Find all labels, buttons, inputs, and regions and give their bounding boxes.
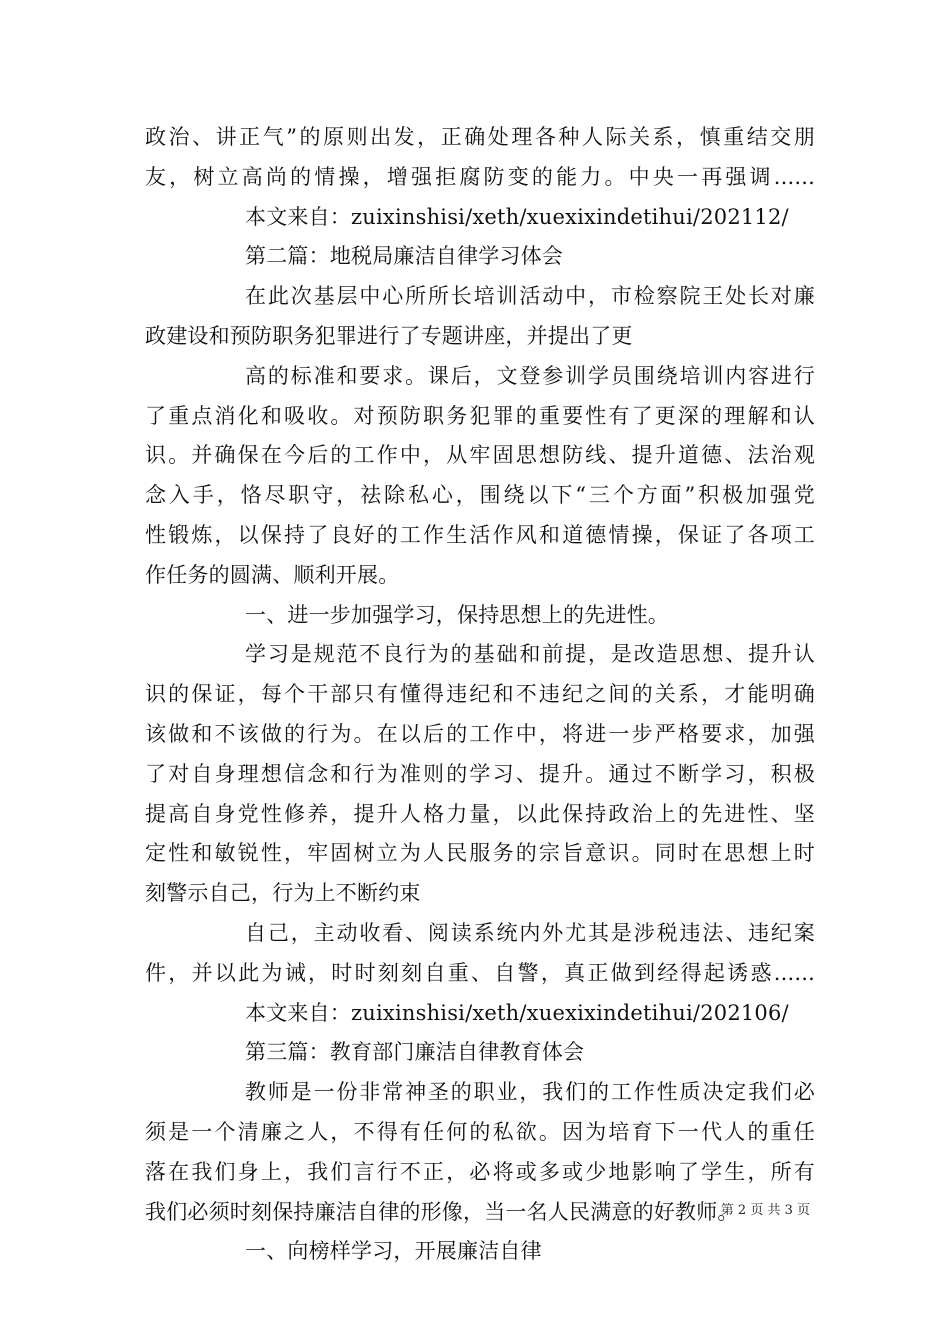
text-line: 了重点消化和吸收。对预防职务犯罪的重要性有了更深的理解和认 xyxy=(145,403,815,428)
text-line: 定性和敏锐性，牢固树立为人民服务的宗旨意识。同时在思想上时 xyxy=(145,841,815,866)
text-line: 一、进一步加强学习，保持思想上的先进性。 xyxy=(245,602,669,627)
text-line: 一、向榜样学习，开展廉洁自律 xyxy=(245,1239,542,1264)
text-line: 念入手，恪尽职守，祛除私心，围绕以下“三个方面”积极加强党 xyxy=(145,483,815,508)
text-line: 性锻炼，以保持了良好的工作生活作风和道德情操，保证了各项工 xyxy=(145,522,815,547)
text-line: 友，树立高尚的情操，增强拒腐防变的能力。中央一再强调...... xyxy=(145,164,815,189)
text-line: 政建设和预防职务犯罪进行了专题讲座，并提出了更 xyxy=(145,323,633,348)
text-line: 第三篇：教育部门廉洁自律教育体会 xyxy=(245,1040,585,1065)
document-body xyxy=(145,118,815,1272)
text-line: 件，并以此为诫，时时刻刻自重、自警，真正做到经得起诱惑...... xyxy=(145,960,815,985)
text-line: 本文来自：zuixinshisi/xeth/xuexixindetihui/202106/ xyxy=(245,1000,789,1025)
text-line: 在此次基层中心所所长培训活动中，市检察院王处长对廉 xyxy=(245,284,815,309)
text-line: 政治、讲正气”的原则出发，正确处理各种人际关系，慎重结交朋 xyxy=(145,125,815,149)
text-line: 学习是规范不良行为的基础和前提，是改造思想、提升认 xyxy=(245,642,815,667)
text-line: 本文来自：zuixinshisi/xeth/xuexixindetihui/202112/ xyxy=(245,204,789,229)
text-line: 高的标准和要求。课后，文登参训学员围绕培训内容进行 xyxy=(245,363,815,388)
text-line: 我们必须时刻保持廉洁自律的形像，当一名人民满意的好教师。 xyxy=(145,1199,739,1224)
text-line: 该做和不该做的行为。在以后的工作中，将进一步严格要求，加强 xyxy=(145,721,815,746)
text-line: 刻警示自己，行为上不断约束 xyxy=(145,881,421,906)
text-line: 第二篇：地税局廉洁自律学习体会 xyxy=(245,244,563,269)
text-line: 教师是一份非常神圣的职业，我们的工作性质决定我们必 xyxy=(245,1080,815,1105)
text-line: 自己，主动收看、阅读系统内外尤其是涉税违法、违纪案 xyxy=(245,920,815,945)
text-line: 识。并确保在今后的工作中，从牢固思想防线、提升道德、法治观 xyxy=(145,443,815,468)
text-line: 识的保证，每个干部只有懂得违纪和不违纪之间的关系，才能明确 xyxy=(145,682,815,707)
text-line: 提高自身党性修养，提升人格力量，以此保持政治上的先进性、坚 xyxy=(145,801,815,826)
page-footer: 第 2 页 共 3 页 xyxy=(720,1203,810,1218)
text-line: 落在我们身上，我们言行不正，必将或多或少地影响了学生，所有 xyxy=(145,1159,815,1184)
text-line: 须是一个清廉之人，不得有任何的私欲。因为培育下一代人的重任 xyxy=(145,1119,815,1144)
text-line: 了对自身理想信念和行为准则的学习、提升。通过不断学习，积极 xyxy=(145,761,815,786)
text-line: 作任务的圆满、顺利开展。 xyxy=(145,562,400,587)
